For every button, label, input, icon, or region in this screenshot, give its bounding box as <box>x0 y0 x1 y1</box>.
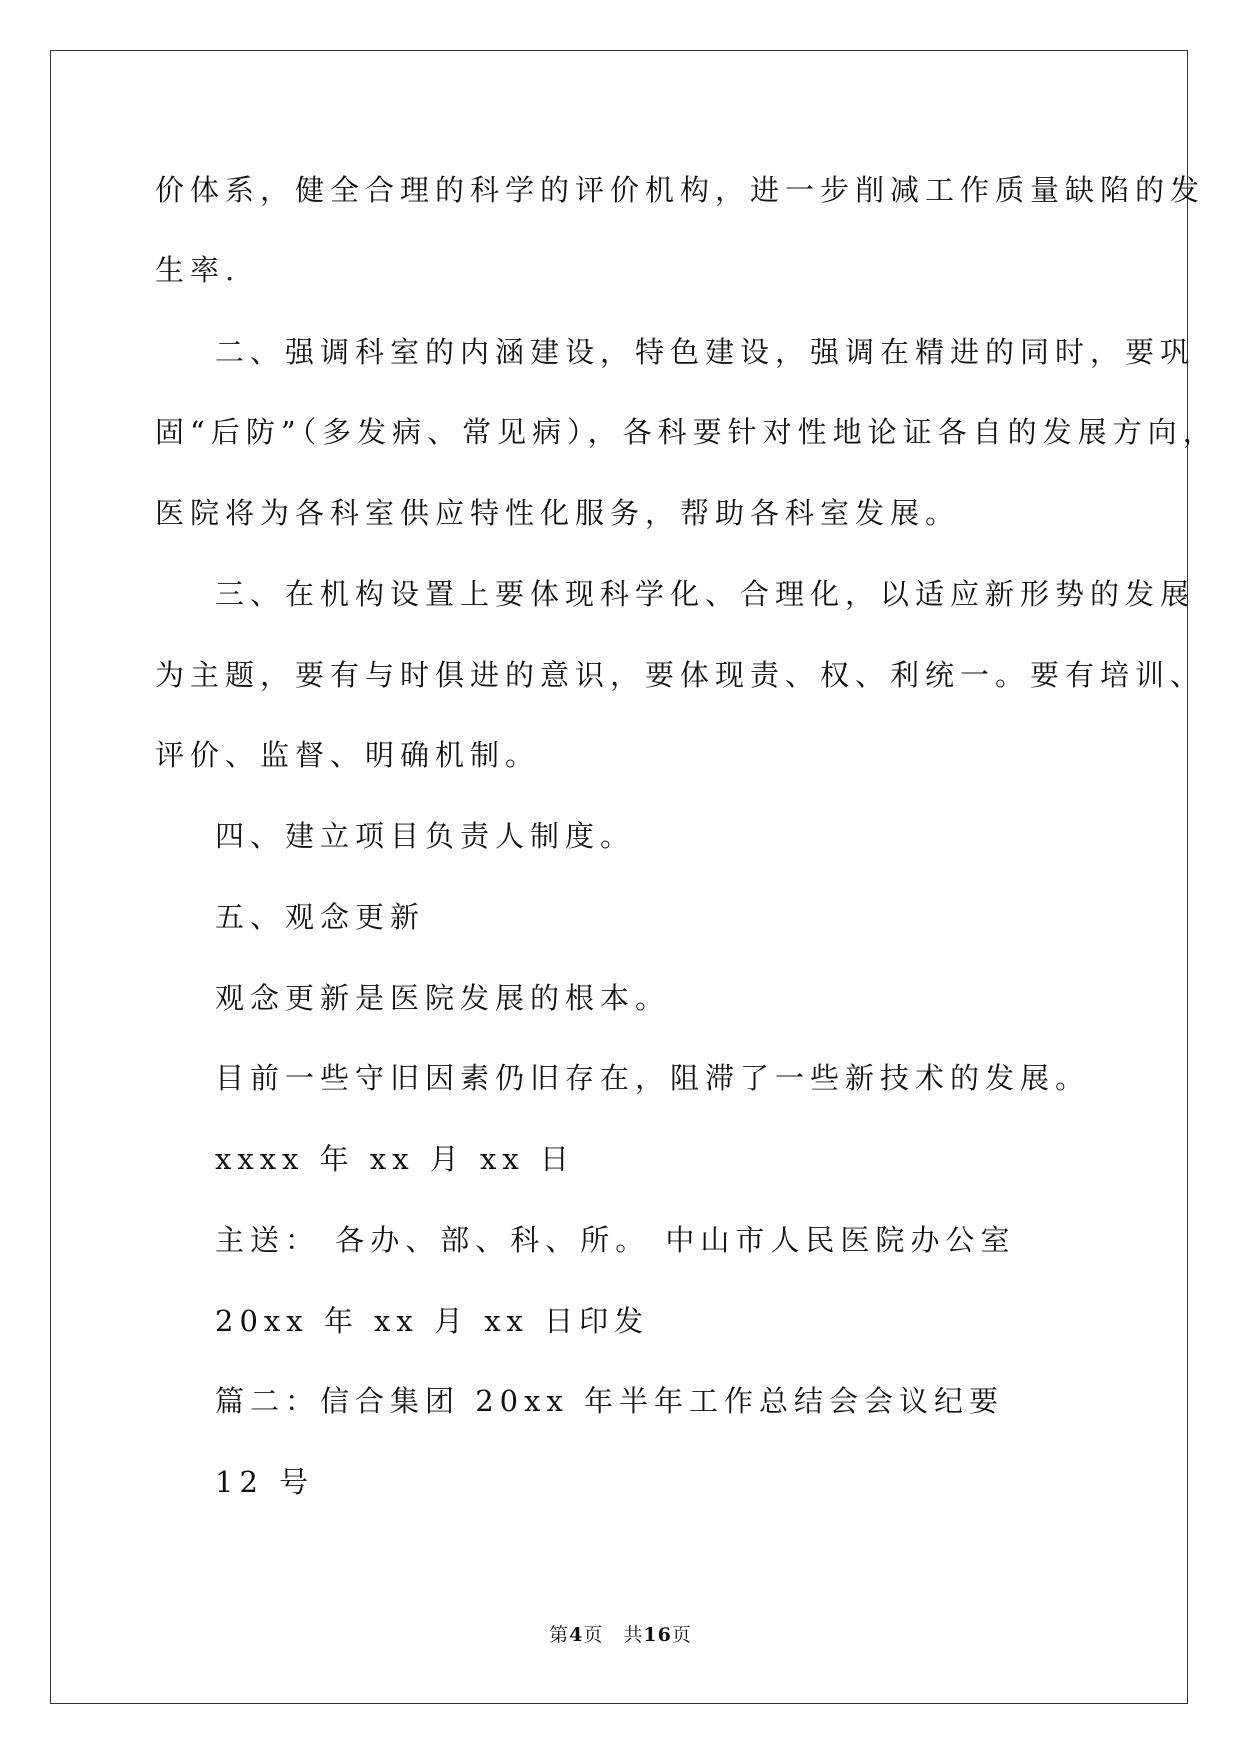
text-line: 四、建立项目负责人制度。 <box>215 819 636 853</box>
total-unit: 页 <box>671 1624 692 1646</box>
page-unit: 页 <box>583 1624 604 1646</box>
total-prefix: 共 <box>623 1624 644 1646</box>
text-line: 为主题，要有与时俱进的意识，要体现责、权、利统一。要有培训、 <box>155 658 1206 692</box>
page-number: 4 <box>569 1624 584 1646</box>
total-pages: 16 <box>643 1624 672 1646</box>
text-line: 评价、监督、明确机制。 <box>155 738 541 772</box>
text-line: 观念更新是医院发展的根本。 <box>215 981 671 1015</box>
text-line: 五、观念更新 <box>215 900 426 934</box>
document-number: 12 号 <box>215 1465 315 1499</box>
text-line: 价体系，健全合理的科学的评价机构，进一步削减工作质量缺陷的发 <box>155 173 1206 207</box>
text-line: 三、在机构设置上要体现科学化、合理化，以适应新形势的发展 <box>215 577 1196 611</box>
section-heading: 篇二：信合集团 20xx 年半年工作总结会会议纪要 <box>215 1384 1005 1418</box>
text-line: 目前一些守旧因素仍旧存在，阻滞了一些新技术的发展。 <box>215 1061 1091 1095</box>
date-line: xxxx 年 xx 月 xx 日 <box>215 1142 575 1176</box>
text-line: 生率. <box>155 253 241 287</box>
page-footer <box>0 1622 1241 1648</box>
text-line: 固“后防”（多发病、常见病），各科要针对性地论证各自的发展方向， <box>155 415 1218 449</box>
recipients-line: 主送： 各办、部、科、所。 中山市人民医院办公室 <box>215 1223 1016 1257</box>
text-line: 医院将为各科室供应特性化服务，帮助各科室发展。 <box>155 496 961 530</box>
page-prefix: 第 <box>549 1624 570 1646</box>
page-border <box>50 50 1188 1704</box>
text-line: 二、强调科室的内涵建设，特色建设，强调在精进的同时，要巩 <box>215 335 1196 369</box>
print-date-line: 20xx 年 xx 月 xx 日印发 <box>215 1304 650 1338</box>
